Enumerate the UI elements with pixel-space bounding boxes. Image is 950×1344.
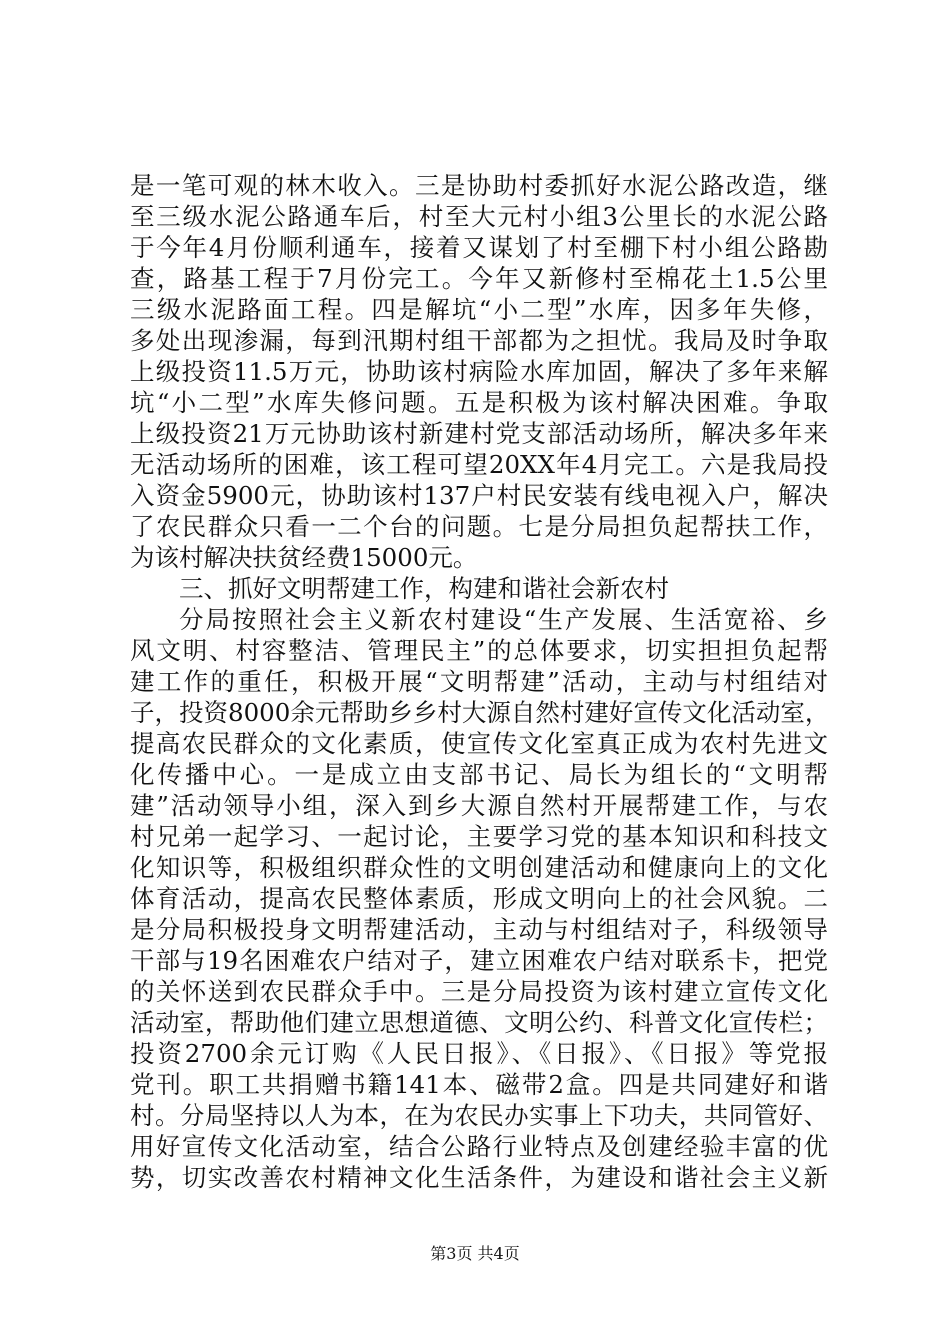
text-line: 活动室，帮助他们建立思想道德、文明公约、科普文化宣传栏； bbox=[130, 1008, 828, 1037]
text-line: 化知识等，积极组织群众性的文明创建活动和健康向上的文化 bbox=[130, 853, 828, 882]
text-line: 子，投资8000余元帮助乡乡村大源自然村建好宣传文化活动室， bbox=[130, 698, 830, 727]
text-line: 党刊。职工共捐赠书籍141本、磁带2盒。四是共同建好和谐 bbox=[130, 1070, 828, 1099]
text-line: 分局按照社会主义新农村建设“生产发展、生活宽裕、乡 bbox=[179, 605, 828, 634]
text-line: 查，路基工程于7月份完工。今年又新修村至棉花土1.5公里 bbox=[130, 264, 828, 293]
text-line: 干部与19名困难农户结对子，建立困难农户结对联系卡，把党 bbox=[130, 946, 828, 975]
text-line: 建工作的重任，积极开展“文明帮建”活动，主动与村组结对 bbox=[130, 667, 828, 696]
text-line: 入资金5900元，协助该村137户村民安装有线电视入户，解决 bbox=[130, 481, 828, 510]
text-line: 三级水泥路面工程。四是解坑“小二型”水库，因多年失修， bbox=[130, 295, 828, 324]
text-line: 用好宣传文化活动室，结合公路行业特点及创建经验丰富的优 bbox=[130, 1132, 828, 1161]
text-line: 至三级水泥公路通车后，村至大元村小组3公里长的水泥公路 bbox=[130, 202, 828, 231]
text-line: 投资2700余元订购《人民日报》、《日报》、《日报》等党报 bbox=[130, 1039, 828, 1068]
text-line: 的关怀送到农民群众手中。三是分局投资为该村建立宣传文化 bbox=[130, 977, 828, 1006]
text-line: 于今年4月份顺利通车，接着又谋划了村至棚下村小组公路勘 bbox=[130, 233, 828, 262]
text-line: 化传播中心。一是成立由支部书记、局长为组长的“文明帮 bbox=[130, 760, 828, 789]
text-line: 为该村解决扶贫经费15000元。 bbox=[130, 543, 478, 572]
section-heading: 三、抓好文明帮建工作，构建和谐社会新农村 bbox=[179, 574, 669, 603]
text-line: 村兄弟一起学习、一起讨论，主要学习党的基本知识和科技文 bbox=[130, 822, 828, 851]
text-line: 多处出现渗漏，每到汛期村组干部都为之担忧。我局及时争取 bbox=[130, 326, 828, 355]
body-text bbox=[130, 170, 828, 1193]
text-line: 上级投资11.5万元，协助该村病险水库加固，解决了多年来解 bbox=[130, 357, 828, 386]
text-line: 坑“小二型”水库失修问题。五是积极为该村解决困难。争取 bbox=[130, 388, 828, 417]
text-line: 了农民群众只看一二个台的问题。七是分局担负起帮扶工作， bbox=[130, 512, 828, 541]
text-line: 体育活动，提高农民整体素质，形成文明向上的社会风貌。二 bbox=[130, 884, 828, 913]
page-number-footer: 第3页 共4页 bbox=[430, 1244, 520, 1263]
text-line: 是一笔可观的林木收入。三是协助村委抓好水泥公路改造，继 bbox=[130, 171, 828, 200]
text-line: 无活动场所的困难，该工程可望20XX年4月完工。六是我局投 bbox=[130, 450, 828, 479]
text-line: 提高农民群众的文化素质，使宣传文化室真正成为农村先进文 bbox=[130, 729, 828, 758]
text-line: 势，切实改善农村精神文化生活条件，为建设和谐社会主义新 bbox=[130, 1163, 828, 1192]
text-line: 是分局积极投身文明帮建活动，主动与村组结对子，科级领导 bbox=[130, 915, 828, 944]
text-line: 建”活动领导小组，深入到乡大源自然村开展帮建工作，与农 bbox=[130, 791, 828, 820]
text-line: 上级投资21万元协助该村新建村党支部活动场所，解决多年来 bbox=[130, 419, 828, 448]
text-line: 村。分局坚持以人为本，在为农民办实事上下功夫，共同管好、 bbox=[130, 1101, 828, 1130]
text-line: 风文明、村容整洁、管理民主”的总体要求，切实担担负起帮 bbox=[130, 636, 828, 665]
